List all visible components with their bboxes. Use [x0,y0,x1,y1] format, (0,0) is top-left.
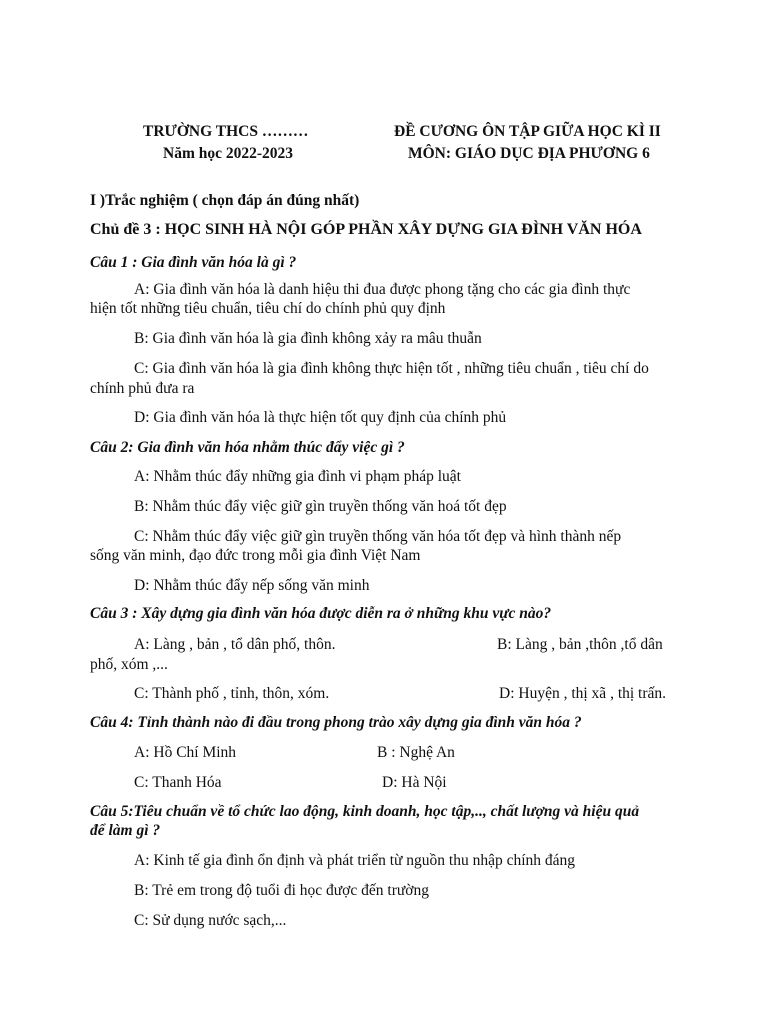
q5-answer-a: A: Kinh tế gia đình ổn định và phát triển từ nguồn thu nhập chính đáng [134,852,576,869]
q4-answer-b: B : Nghệ An [377,744,455,761]
subject-title: MÔN: GIÁO DỤC ĐỊA PHƯƠNG 6 [408,145,650,162]
q4-answer-a: A: Hồ Chí Minh [134,744,237,761]
question-2: Câu 2: Gia đình văn hóa nhằm thúc đẩy việc gì ? [90,439,405,456]
document-title: ĐỀ CƯƠNG ÔN TẬP GIỮA HỌC KÌ II [394,123,661,140]
section-heading: I )Trắc nghiệm ( chọn đáp án đúng nhất) [90,192,360,209]
q5-answer-b: B: Trẻ em trong độ tuổi đi học được đến trường [134,882,429,899]
q1-answer-a-line1: A: Gia đình văn hóa là danh hiệu thi đua được phong tặng cho các gia đình thực [134,281,631,298]
q3-answer-c: C: Thành phố , tỉnh, thôn, xóm. [134,685,330,702]
q2-answer-c-line1: C: Nhằm thúc đẩy việc giữ gìn truyền thống văn hóa tốt đẹp và hình thành nếp [134,528,622,545]
q3-answer-b-line2: phố, xóm ,... [90,656,168,673]
q3-answer-b: B: Làng , bản ,thôn ,tổ dân [497,636,663,653]
q1-answer-d: D: Gia đình văn hóa là thực hiện tốt quy định của chính phủ [134,409,507,426]
q4-answer-d: D: Hà Nội [382,774,447,791]
q3-answer-a: A: Làng , bản , tổ dân phố, thôn. [134,636,336,653]
school-year: Năm học 2022-2023 [163,145,294,162]
q3-answer-d: D: Huyện , thị xã , thị trấn. [499,685,667,702]
q1-answer-c-line1: C: Gia đình văn hóa là gia đình không thực hiện tốt , những tiêu chuẩn , tiêu chí do [134,360,649,377]
q2-answer-a: A: Nhằm thúc đẩy những gia đình vi phạm pháp luật [134,468,461,485]
topic-heading: Chủ đề 3 : HỌC SINH HÀ NỘI GÓP PHẦN XÂY DỰNG GIA ĐÌNH VĂN HÓA [90,221,642,238]
q5-answer-c: C: Sử dụng nước sạch,... [134,912,287,929]
question-1: Câu 1 : Gia đình văn hóa là gì ? [90,254,297,271]
q2-answer-c-line2: sống văn minh, đạo đức trong mỗi gia đình Việt Nam [90,547,421,564]
q2-answer-b: B: Nhằm thúc đẩy việc giữ gìn truyền thống văn hoá tốt đẹp [134,498,507,515]
question-5-line2: để làm gì ? [90,822,161,839]
q2-answer-d: D: Nhằm thúc đẩy nếp sống văn minh [134,577,370,594]
question-5-line1: Câu 5:Tiêu chuẩn về tổ chức lao động, kinh doanh, học tập,.., chất lượng và hiệu quả [90,803,640,820]
q1-answer-c-line2: chính phủ đưa ra [90,380,195,397]
school-name: TRƯỜNG THCS ……… [143,123,309,140]
question-4: Câu 4: Tỉnh thành nào đi đầu trong phong trào xây dựng gia đình văn hóa ? [90,714,582,731]
question-3: Câu 3 : Xây dựng gia đình văn hóa được diễn ra ở những khu vực nào? [90,605,552,622]
q1-answer-a-line2: hiện tốt những tiêu chuẩn, tiêu chí do chính phủ quy định [90,300,446,317]
q4-answer-c: C: Thanh Hóa [134,774,222,791]
q1-answer-b: B: Gia đình văn hóa là gia đình không xảy ra mâu thuẫn [134,330,482,347]
